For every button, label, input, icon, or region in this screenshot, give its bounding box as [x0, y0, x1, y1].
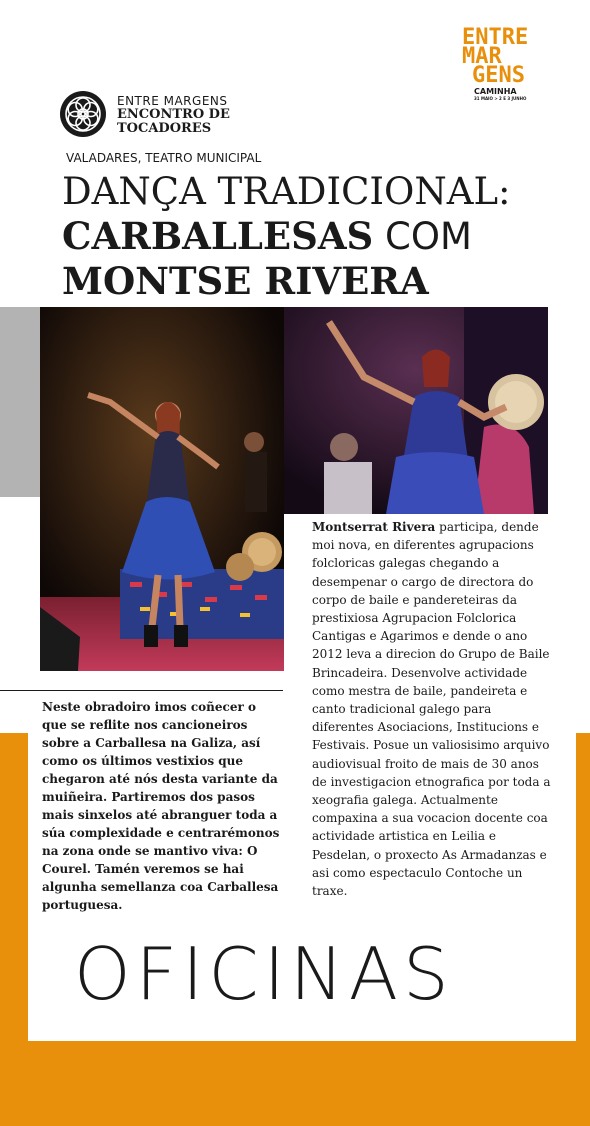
- encontro-logo: [59, 90, 259, 140]
- section-heading: OFICINAS: [74, 932, 454, 1016]
- title-line2-light: COM: [373, 215, 472, 258]
- encontro-logo-line2: ENCONTRO DE: [117, 107, 230, 122]
- encontro-logo-line1: ENTRE MARGENS: [117, 94, 228, 108]
- title-line2: [62, 214, 562, 259]
- title-line1: DANÇA TRADICIONAL:: [62, 170, 511, 213]
- festival-logo-line1: ENTRE: [462, 25, 529, 50]
- festival-logo-dates: 31 MAIO > 2 E 3 JUNHO: [474, 96, 527, 101]
- title-line3: MONTSE RIVERA: [62, 259, 429, 303]
- grey-side-block: [0, 307, 40, 497]
- divider-rule: [0, 690, 283, 691]
- bio-body: participa, dende moi nova, en diferentes agrupacions folcloricas galegas chegando a desempenar o cargo de directora do corpo de baile e pandereteiras da prestixiosa Agrupacion Folclorica Cantigas e Agarimos e dende o ano 2012 leva a direcion do Grupo de Baile Brincadeira. Desenvolve actividade como mestra de baile, pandeireta e canto tradicional galego para diferentes Asociacions, Institucions e Festivais. Posue un valiosisimo arquivo audiovisual froito de mais de 30 anos de investigacion etnografica por toda a xeografia galega. Actualmente compaxina a sua vocacion docente coa actividade artistica en Leilia e Pesdelan, o proxecto As Armadanzas e asi como espectaculo Contoche un traxe.: [312, 520, 551, 899]
- festival-logo-line3: GENS: [472, 63, 525, 88]
- festival-logo: [458, 25, 558, 101]
- bio-text: [312, 518, 554, 900]
- dancer-photo-left: [40, 307, 284, 671]
- dancer-photo-right: [284, 307, 548, 514]
- page-title: [62, 170, 562, 303]
- venue-label: VALADARES, TEATRO MUNICIPAL: [66, 151, 262, 165]
- title-line2-bold: CARBALLESAS: [62, 214, 374, 258]
- workshop-description: Neste obradoiro imos coñecer o que se reflite nos cancioneiros sobre a Carballesa na Galiza, así como os últimos vestixios que chegaron até nós desta variante da muiñeira. Partiremos dos pasos mais sinxelos até abranguer toda a súa complexidade e centrarémonos na zona onde se mantivo viva: O Courel. Tamén veremos se hai algunha semellanza coa Carballesa portuguesa.: [42, 700, 280, 912]
- encontro-logo-line3: TOCADORES: [117, 121, 212, 136]
- bio-name: Montserrat Rivera: [312, 520, 436, 534]
- festival-logo-line2: MAR: [462, 44, 502, 69]
- festival-logo-place: CAMINHA: [474, 87, 517, 96]
- rosette-emblem-icon: [59, 90, 107, 138]
